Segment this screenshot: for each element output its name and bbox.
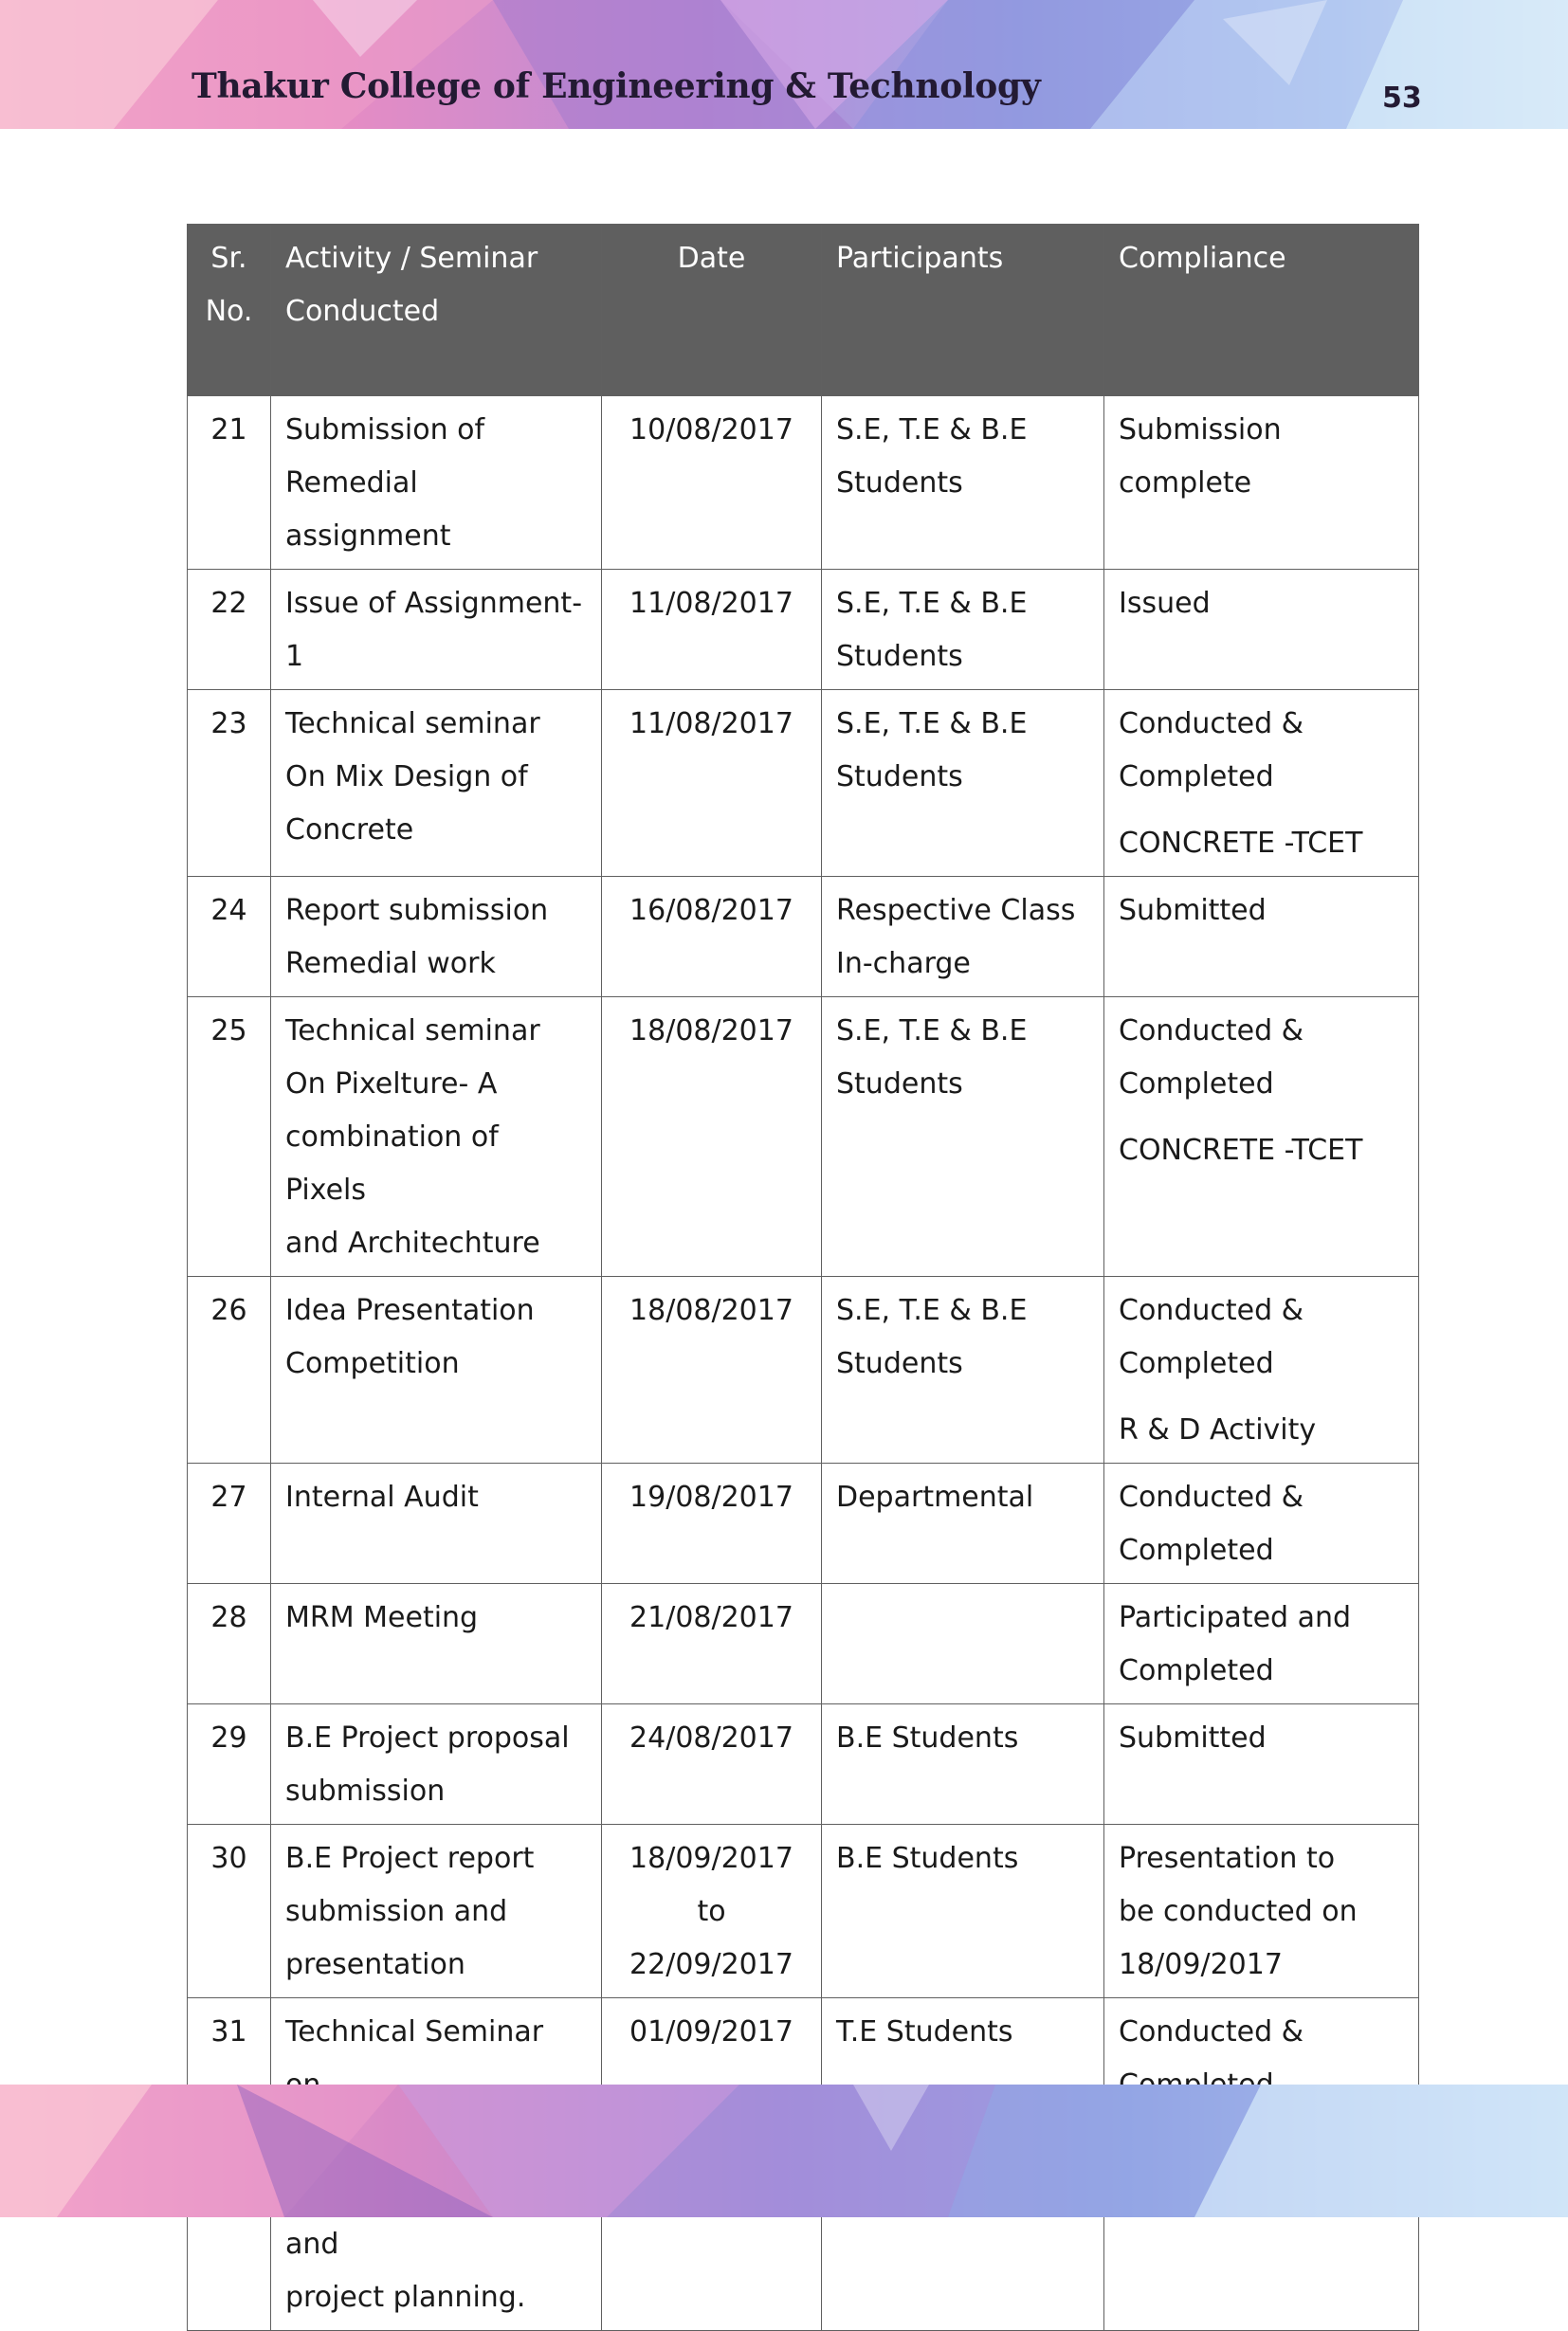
column-header-participants: Participants: [822, 225, 1104, 396]
table-row: [188, 1464, 1419, 1584]
sr-no-cell: 23: [188, 690, 271, 877]
table-row: [188, 1277, 1419, 1464]
table-row: [188, 1704, 1419, 1825]
sr-no-cell: 25: [188, 997, 271, 1277]
compliance-status: Conducted & Completed: [1119, 1014, 1304, 1101]
activity-cell: Technical seminar On Pixelture- A combination of Pixels and Architechture: [271, 997, 602, 1277]
table-row: [188, 1825, 1419, 1998]
college-title: Thakur College of Engineering & Technology: [191, 66, 1041, 106]
sr-no-cell: 29: [188, 1704, 271, 1825]
compliance-cell: [1104, 690, 1419, 877]
compliance-cell: [1104, 1277, 1419, 1464]
compliance-cell: [1104, 1825, 1419, 1998]
sr-no-cell: 24: [188, 877, 271, 997]
date-cell: 01/09/2017: [602, 1998, 822, 2331]
participants-cell: B.E Students: [822, 1704, 1104, 1825]
date-cell: 18/08/2017: [602, 1277, 822, 1464]
table-header-row: [188, 225, 1419, 396]
compliance-status: Conducted & Completed: [1119, 1481, 1304, 1567]
compliance-status: Conducted &: [1119, 2015, 1304, 2049]
table-row: [188, 1584, 1419, 1704]
compliance-status: Conducted & Completed: [1119, 1294, 1304, 1380]
activity-cell: B.E Project proposal submission: [271, 1704, 602, 1825]
date-cell: 11/08/2017: [602, 690, 822, 877]
sr-no-cell: 31: [188, 1998, 271, 2331]
compliance-cell: [1104, 396, 1419, 570]
date-cell: 18/09/2017 to 22/09/2017: [602, 1825, 822, 1998]
sr-no-cell: 22: [188, 570, 271, 690]
participants-cell: Departmental: [822, 1464, 1104, 1584]
compliance-cell: [1104, 997, 1419, 1277]
activity-cell: MRM Meeting: [271, 1584, 602, 1704]
compliance-status: Presentation to be conducted on 18/09/2017: [1119, 1842, 1358, 1981]
footer-banner-artwork: [0, 2085, 1568, 2217]
table-row: [188, 877, 1419, 997]
table-row: [188, 690, 1419, 877]
column-header-sr-no: Sr. No.: [188, 225, 271, 396]
column-header-date: Date: [602, 225, 822, 396]
date-cell: 16/08/2017: [602, 877, 822, 997]
participants-cell: S.E, T.E & B.E Students: [822, 1277, 1104, 1464]
date-cell: 19/08/2017: [602, 1464, 822, 1584]
compliance-status: Participated and Completed: [1119, 1601, 1352, 1687]
compliance-status: Submitted: [1119, 1721, 1267, 1755]
compliance-note: CONCRETE -TCET: [1119, 1134, 1363, 1167]
compliance-status: Submission complete: [1119, 413, 1282, 500]
compliance-note: R & D Activity: [1119, 1413, 1317, 1447]
date-cell: 10/08/2017: [602, 396, 822, 570]
sr-no-cell: 26: [188, 1277, 271, 1464]
date-cell: 24/08/2017: [602, 1704, 822, 1825]
footer-banner: [0, 2085, 1568, 2217]
table-row: [188, 396, 1419, 570]
compliance-status: Issued: [1119, 587, 1211, 620]
activity-cell: Internal Audit: [271, 1464, 602, 1584]
compliance-note: CONCRETE -TCET: [1119, 827, 1363, 860]
activity-cell: Report submission Remedial work: [271, 877, 602, 997]
activities-table: [187, 224, 1419, 2331]
table-row: [188, 997, 1419, 1277]
sr-no-cell: 30: [188, 1825, 271, 1998]
participants-cell: S.E, T.E & B.E Students: [822, 690, 1104, 877]
compliance-cell: [1104, 1584, 1419, 1704]
participants-cell: S.E, T.E & B.E Students: [822, 396, 1104, 570]
date-cell: 21/08/2017: [602, 1584, 822, 1704]
sr-no-cell: 27: [188, 1464, 271, 1584]
activity-cell: Submission of Remedial assignment: [271, 396, 602, 570]
participants-cell: B.E Students: [822, 1825, 1104, 1998]
header-banner: [0, 0, 1568, 129]
sr-no-cell: 28: [188, 1584, 271, 1704]
header-banner-artwork: [0, 0, 1568, 129]
activity-cell: Technical Seminar and project planning.: [271, 1998, 602, 2331]
compliance-status: Conducted & Completed: [1119, 707, 1304, 793]
activity-cell: Issue of Assignment-1: [271, 570, 602, 690]
table-row: [188, 570, 1419, 690]
table-body: [188, 396, 1419, 2331]
date-cell: 11/08/2017: [602, 570, 822, 690]
compliance-cell: [1104, 570, 1419, 690]
date-cell: 18/08/2017: [602, 997, 822, 1277]
page-number: 53: [1382, 82, 1422, 115]
activity-cell: Idea Presentation Competition: [271, 1277, 602, 1464]
compliance-cell: [1104, 1704, 1419, 1825]
compliance-status: Submitted: [1119, 894, 1267, 927]
participants-cell: S.E, T.E & B.E Students: [822, 997, 1104, 1277]
participants-cell: Respective Class In-charge: [822, 877, 1104, 997]
participants-cell: [822, 1584, 1104, 1704]
activity-cell: B.E Project report submission and presentation: [271, 1825, 602, 1998]
sr-no-cell: 21: [188, 396, 271, 570]
participants-cell: S.E, T.E & B.E Students: [822, 570, 1104, 690]
column-header-activity: Activity / Seminar Conducted: [271, 225, 602, 396]
compliance-cell: [1104, 1464, 1419, 1584]
column-header-compliance: Compliance: [1104, 225, 1419, 396]
activity-cell: Technical seminar On Mix Design of Concrete: [271, 690, 602, 877]
compliance-cell: [1104, 877, 1419, 997]
participants-cell: T.E Students: [822, 1998, 1104, 2331]
